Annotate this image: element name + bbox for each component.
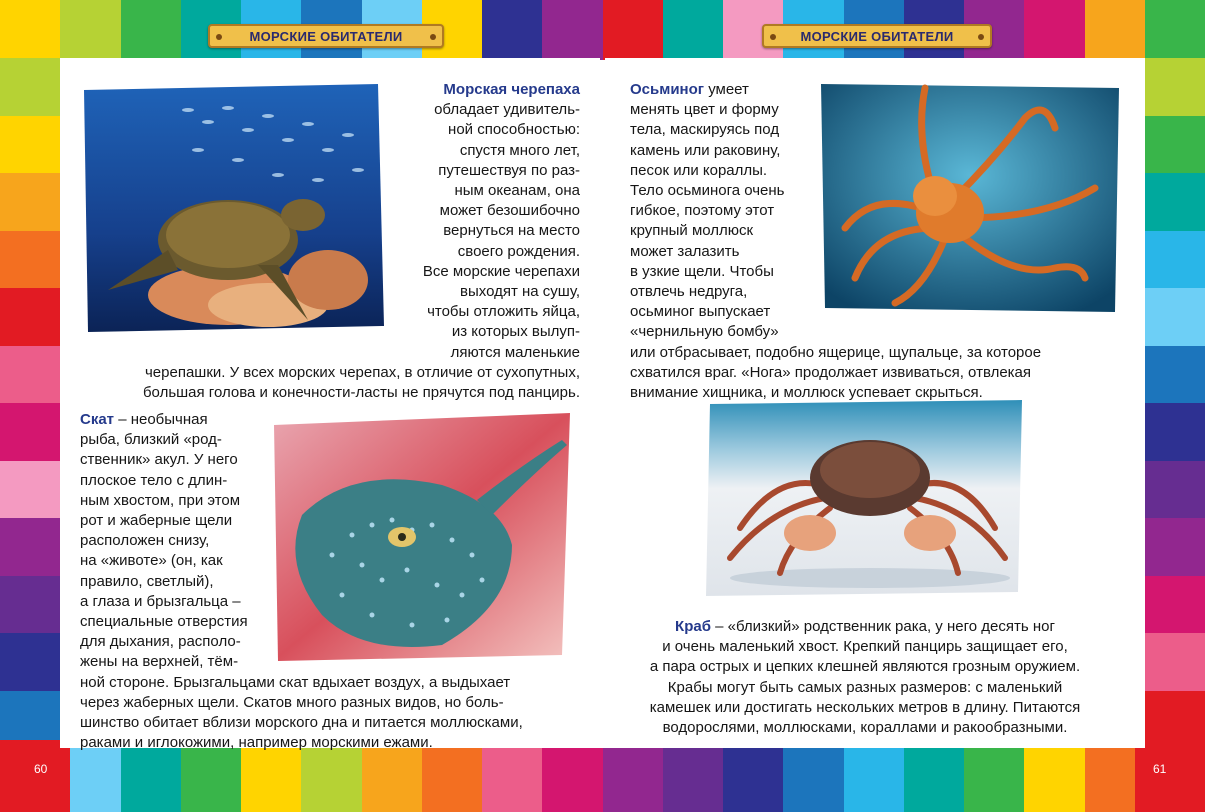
stingray-term: Скат [80, 411, 115, 428]
text-line: для дыхания, располо- [80, 633, 241, 651]
border-tile [542, 748, 604, 812]
border-tile [0, 346, 60, 405]
text-line: черепашки. У всех морских черепах, в отличие от сухопутных, [144, 363, 580, 381]
border-tile [1145, 288, 1205, 347]
border-tile [1145, 461, 1205, 520]
text-line: из которых вылуп- [451, 323, 580, 341]
text-line: умеет [704, 81, 749, 98]
text-line: – необычная [114, 411, 208, 428]
text-line: камешек или достигать нескольких метров в длину. Питаются [649, 698, 1081, 716]
border-tile [723, 748, 785, 812]
text-line: специальные отверстия [80, 613, 248, 631]
border-tile [783, 748, 845, 812]
border-tile [0, 58, 60, 117]
border-tile [0, 116, 60, 175]
border-tile [1145, 346, 1205, 405]
border-tile [301, 748, 363, 812]
border-tile [0, 231, 60, 290]
text-line: крупный моллюск [630, 222, 754, 240]
text-line: – «близкий» родственник рака, у него десять ног [710, 618, 1055, 635]
text-line: Все морские черепахи [422, 262, 580, 280]
left-header-title: МОРСКИЕ ОБИТАТЕЛИ [249, 28, 403, 44]
text-line: вернуться на место [443, 222, 580, 240]
sea-turtle-text [70, 80, 580, 403]
border-tile [362, 748, 424, 812]
text-line: рот и жаберные щели [80, 512, 233, 530]
border-tile [1145, 403, 1205, 462]
border-tile [603, 748, 665, 812]
text-line: ным хвостом, при этом [80, 491, 241, 509]
crab-text [600, 617, 1130, 738]
text-line: внимание хищника, и моллюск успевает скрыться. [630, 384, 983, 402]
text-line: ной способностью: [448, 121, 580, 139]
crab-term: Краб [675, 618, 711, 635]
text-line: обладает удивитель- [434, 101, 580, 119]
border-tile [0, 173, 60, 232]
text-line: жены на верхней, тём- [80, 653, 239, 671]
text-line: ственник» акул. У него [80, 451, 238, 469]
border-tile [1024, 0, 1086, 60]
text-line: отвлечь недруга, [630, 283, 748, 301]
text-line: и очень маленький хвост. Крепкий панцирь защищает его, [662, 638, 1068, 656]
border-tile [1085, 0, 1147, 60]
border-tile [0, 633, 60, 692]
border-tile [0, 518, 60, 577]
text-line: менять цвет и форму [630, 101, 779, 119]
text-line: тела, маскируясь под [630, 121, 780, 139]
border-tile [603, 0, 665, 60]
text-line: путешествуя по раз- [438, 161, 580, 179]
octopus-text [630, 80, 1130, 403]
text-line: правило, светлый), [80, 572, 214, 590]
text-line: может залазить [630, 242, 740, 260]
border-tile [663, 0, 725, 60]
text-line: гибкое, поэтому этот [630, 202, 775, 220]
octopus-term: Осьминог [630, 81, 705, 98]
text-line: Крабы могут быть самых разных размеров: с маленький [667, 678, 1063, 696]
border-tile [482, 0, 544, 60]
border-tile [241, 748, 303, 812]
text-line: ным океанам, она [454, 182, 580, 200]
border-tile [60, 0, 122, 60]
text-line: рыба, близкий «род- [80, 431, 222, 449]
border-tile [1145, 518, 1205, 577]
border-tile [121, 0, 183, 60]
border-tile [964, 748, 1026, 812]
border-tile [542, 0, 604, 60]
text-line: шинство обитает вблизи морского дна и питается моллюсками, [80, 714, 523, 732]
text-line: раками и иглокожими, например морскими ежами. [80, 734, 433, 752]
text-line: плоское тело с длин- [80, 471, 228, 489]
text-line: чтобы отложить яйца, [427, 303, 580, 321]
border-tile [181, 748, 243, 812]
right-page-number: 61 [1153, 762, 1167, 776]
crab-photo [700, 398, 1030, 598]
border-tile [1145, 231, 1205, 290]
border-tile [482, 748, 544, 812]
text-line: в узкие щели. Чтобы [630, 262, 774, 280]
border-tile [663, 748, 725, 812]
border-tile [0, 0, 62, 60]
text-line: а глаза и брызгальца – [80, 592, 241, 610]
text-line: Тело осьминога очень [630, 182, 785, 200]
border-tile [1145, 116, 1205, 175]
border-tile [0, 288, 60, 347]
text-line: спустя много лет, [459, 141, 580, 159]
text-line: или отбрасывает, подобно ящерице, щупальце, за которое [630, 343, 1042, 361]
text-line: водорослями, моллюсками, кораллами и ракообразными. [662, 719, 1068, 737]
border-tile [0, 461, 60, 520]
border-tile [0, 403, 60, 462]
text-line: ной стороне. Брызгальцами скат вдыхает воздух, а выдыхает [80, 673, 511, 691]
text-line: на «животе» (он, как [80, 552, 223, 570]
text-line: а пара острых и цепких клешней являются грозным оружием. [649, 658, 1081, 676]
text-line: «чернильную бомбу» [630, 323, 779, 341]
border-tile [1145, 173, 1205, 232]
border-tile [1145, 0, 1205, 60]
text-line: камень или раковину, [630, 141, 781, 159]
left-page-number: 60 [34, 762, 48, 776]
text-line: через жаберных щели. Скатов много разных видов, но боль- [80, 693, 504, 711]
text-line: ляются маленькие [450, 343, 580, 361]
border-tile [1145, 633, 1205, 692]
text-line: расположен снизу, [80, 532, 210, 550]
border-tile [422, 748, 484, 812]
text-line: своего рождения. [457, 242, 580, 260]
text-line: схватился враг. «Нога» продолжает извиваться, отвлекая [630, 363, 1032, 381]
text-line: песок или кораллы. [630, 161, 768, 179]
text-line: большая голова и конечности-ласты не прячутся под панцирь. [142, 384, 580, 402]
right-header-banner [762, 24, 992, 48]
border-tile [1024, 748, 1086, 812]
text-line: осьминог выпускает [630, 303, 771, 321]
stingray-text [80, 410, 580, 753]
border-tile [1145, 58, 1205, 117]
border-tile [844, 748, 906, 812]
text-line: выходят на сушу, [460, 283, 580, 301]
border-tile [1145, 576, 1205, 635]
right-header-title: МОРСКИЕ ОБИТАТЕЛИ [800, 28, 954, 44]
border-tile [904, 748, 966, 812]
sea-turtle-term: Морская черепаха [443, 81, 580, 98]
border-tile [0, 576, 60, 635]
page-number-corner [0, 740, 70, 812]
border-tile [121, 748, 183, 812]
left-header-banner [208, 24, 444, 48]
text-line: может безошибочно [439, 202, 580, 220]
page-number-corner [1135, 740, 1205, 812]
